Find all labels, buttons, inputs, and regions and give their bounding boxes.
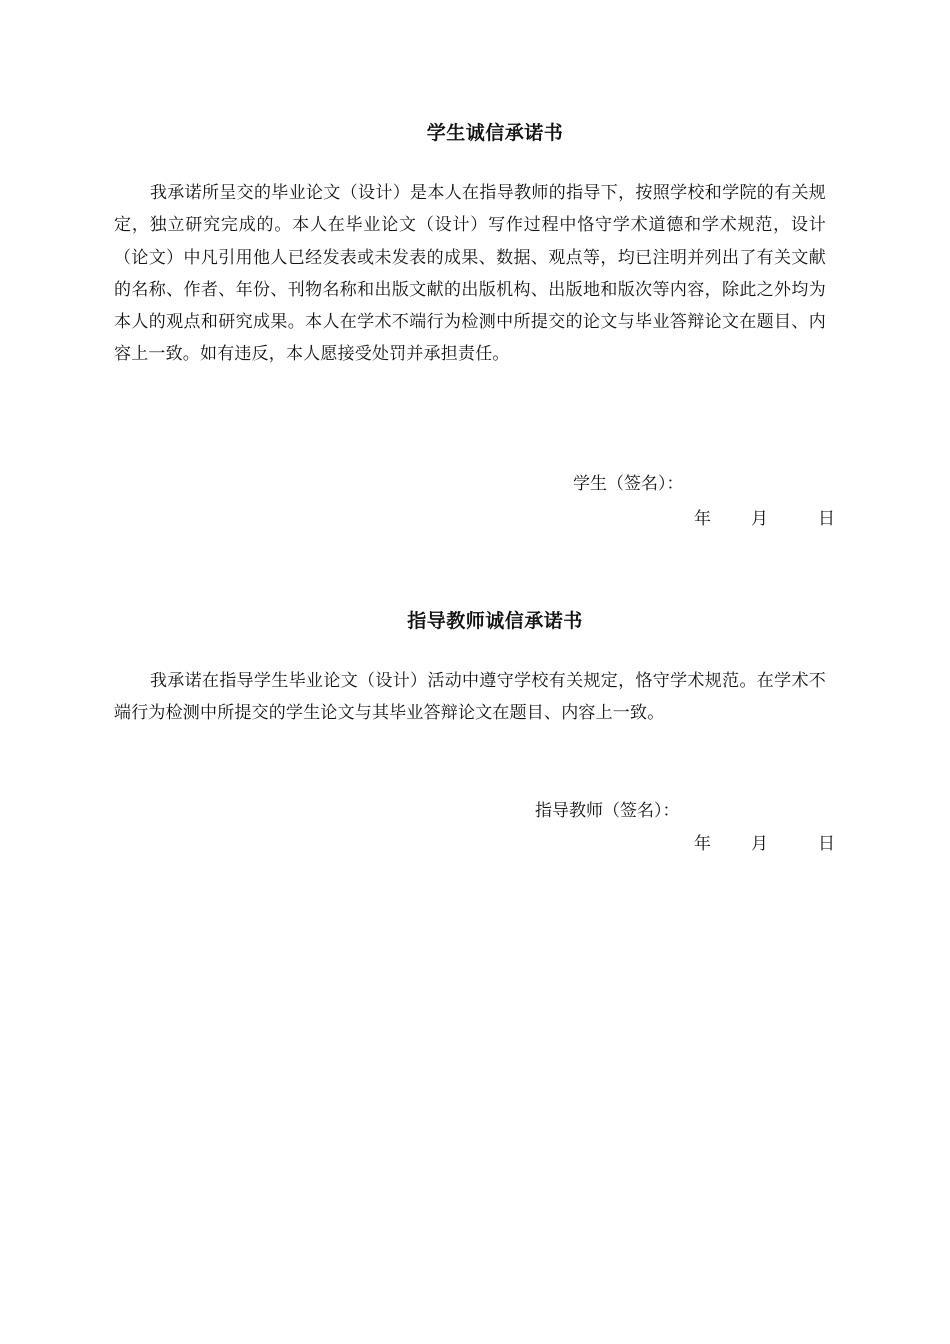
student-signature-label: 学生（签名）： [573, 474, 684, 494]
advisor-pledge-title: 指导教师诚信承诺书 [407, 610, 583, 632]
student-pledge-body: 我承诺所呈交的毕业论文（设计）是本人在指导教师的指导下，按照学校和学院的有关规定，独立研究完成的。本人在毕业论文（设计）写作过程中恪守学术道德和学术规范，设计（论文）中凡引用他人已经发表或未发表的成果、数据、观点等，均已注明并列出了有关文献的名称、作者、年份、刊物名称和出版文献的出版机构、出版地和版次等内容，除此之外均为本人的观点和研究成果。本人在学术不端行为检测中所提交的论文与毕业答辩论文在题目、内容上一致。如有违反，本人愿接受处罚并承担责任。 [114, 183, 826, 365]
advisor-date-day: 日 [818, 834, 835, 854]
student-date-day: 日 [818, 509, 835, 529]
advisor-pledge-body: 我承诺在指导学生毕业论文（设计）活动中遵守学校有关规定，恪守学术规范。在学术不端行为检测中所提交的学生论文与其毕业答辩论文在题目、内容上一致。 [114, 671, 826, 724]
student-date-month: 月 [751, 509, 768, 529]
student-date-year: 年 [694, 509, 711, 529]
advisor-date-year: 年 [694, 834, 711, 854]
advisor-signature-label: 指导教师（签名）： [535, 801, 680, 821]
student-pledge-title: 学生诚信承诺书 [426, 122, 564, 144]
advisor-date-month: 月 [751, 834, 768, 854]
